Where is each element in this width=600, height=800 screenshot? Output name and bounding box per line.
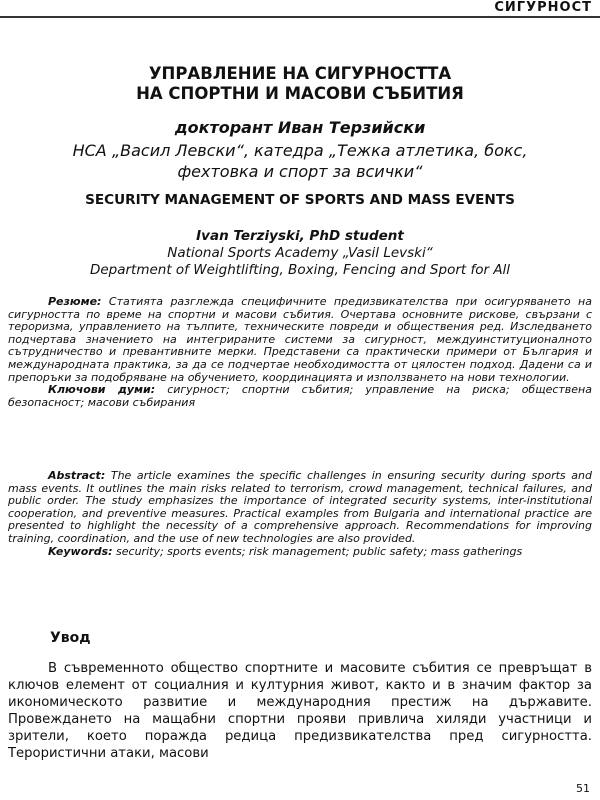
author-en: Ivan Terziyski, PhD student <box>196 228 404 244</box>
author-bg: докторант Иван Терзийски <box>174 118 426 137</box>
abstract-en-paragraph <box>8 470 592 546</box>
abstract-bg <box>8 296 592 409</box>
abstract-en-text: The article examines the specific challenges in ensuring security during sports and mass events. It outlines the main risks related to terrorism, crowd management, technical failures, and public order. The study emphasizes the importance of integrated security systems, inter-institutional cooperation, and preventive measures. Practical examples from Bulgaria and international practice are presented to highlight the necessity of a comprehensive approach. Recommendations for improving training, coordination, and the use of new technologies are also provided. <box>8 469 592 545</box>
affiliation-bg-line-1: НСА „Васил Левски“, катедра „Тежка атлетика, бокс, <box>72 141 528 160</box>
intro-body <box>8 660 592 762</box>
keywords-en-label: Keywords: <box>48 544 113 558</box>
abstract-en <box>8 470 592 558</box>
affiliation-en <box>0 245 600 279</box>
keywords-bg-paragraph <box>8 384 592 409</box>
affiliation-bg-line-2: фехтовка и спорт за всички“ <box>177 162 423 181</box>
abstract-en-label: Abstract: <box>48 469 106 482</box>
running-head: СИГУРНОСТ <box>488 0 592 16</box>
abstract-bg-label: Резюме: <box>48 295 102 308</box>
paper-title-bg <box>0 64 600 104</box>
section-title: Увод <box>50 630 91 646</box>
title-line-2: НА СПОРТНИ И МАСОВИ СЪБИТИЯ <box>136 84 464 103</box>
affiliation-en-line-2: Department of Weightlifting, Boxing, Fencing and Sport for All <box>89 262 511 278</box>
page-number: 51 <box>576 782 590 795</box>
keywords-en-paragraph <box>8 546 592 559</box>
keywords-bg-text: сигурност; спортни събития; управление на риска; обществена безопасност; масови събирания <box>8 383 592 409</box>
abstract-bg-paragraph <box>8 296 592 384</box>
intro-paragraph: В съвременното общество спортните и масовите събития се превръщат в ключов елемент от социалния и културния живот, както и в значим фактор за икономическото развитие и международния престиж на държавите. Провеждането на мащабни спортни прояви привлича хиляди участници и зрители, което поражда редица предизвикателства пред сигурността. Терористични атаки, масови <box>8 661 592 761</box>
keywords-bg-label: Ключови думи: <box>48 383 156 397</box>
title-line-1: УПРАВЛЕНИЕ НА СИГУРНОСТТА <box>148 64 452 83</box>
paper-title-en: SECURITY MANAGEMENT OF SPORTS AND MASS EVENTS <box>85 192 515 208</box>
affiliation-en-line-1: National Sports Academy „Vasil Levski“ <box>167 245 433 261</box>
affiliation-bg <box>20 140 580 182</box>
keywords-en-text: security; sports events; risk management; public safety; mass gatherings <box>112 544 523 558</box>
header-rule <box>0 16 600 18</box>
abstract-bg-text: Статията разглежда специфичните предизвикателства при осигуряването на сигурността по време на спортни и масови събития. Очертава основните рискове, свързани с тероризма, управлението на тълпите, техническите повреди и обществения ред. Изследването подчертава значението на интегрираните системи за сигурност, междуинституционалното сътрудничество и превантивните мерки. Представени са практически примери от България и международната практика, за да се подчертае необходимостта от цялостен подход. Дадени са и препоръки за подобряване на обучението, координацията и използването на нови технологии. <box>8 295 592 384</box>
